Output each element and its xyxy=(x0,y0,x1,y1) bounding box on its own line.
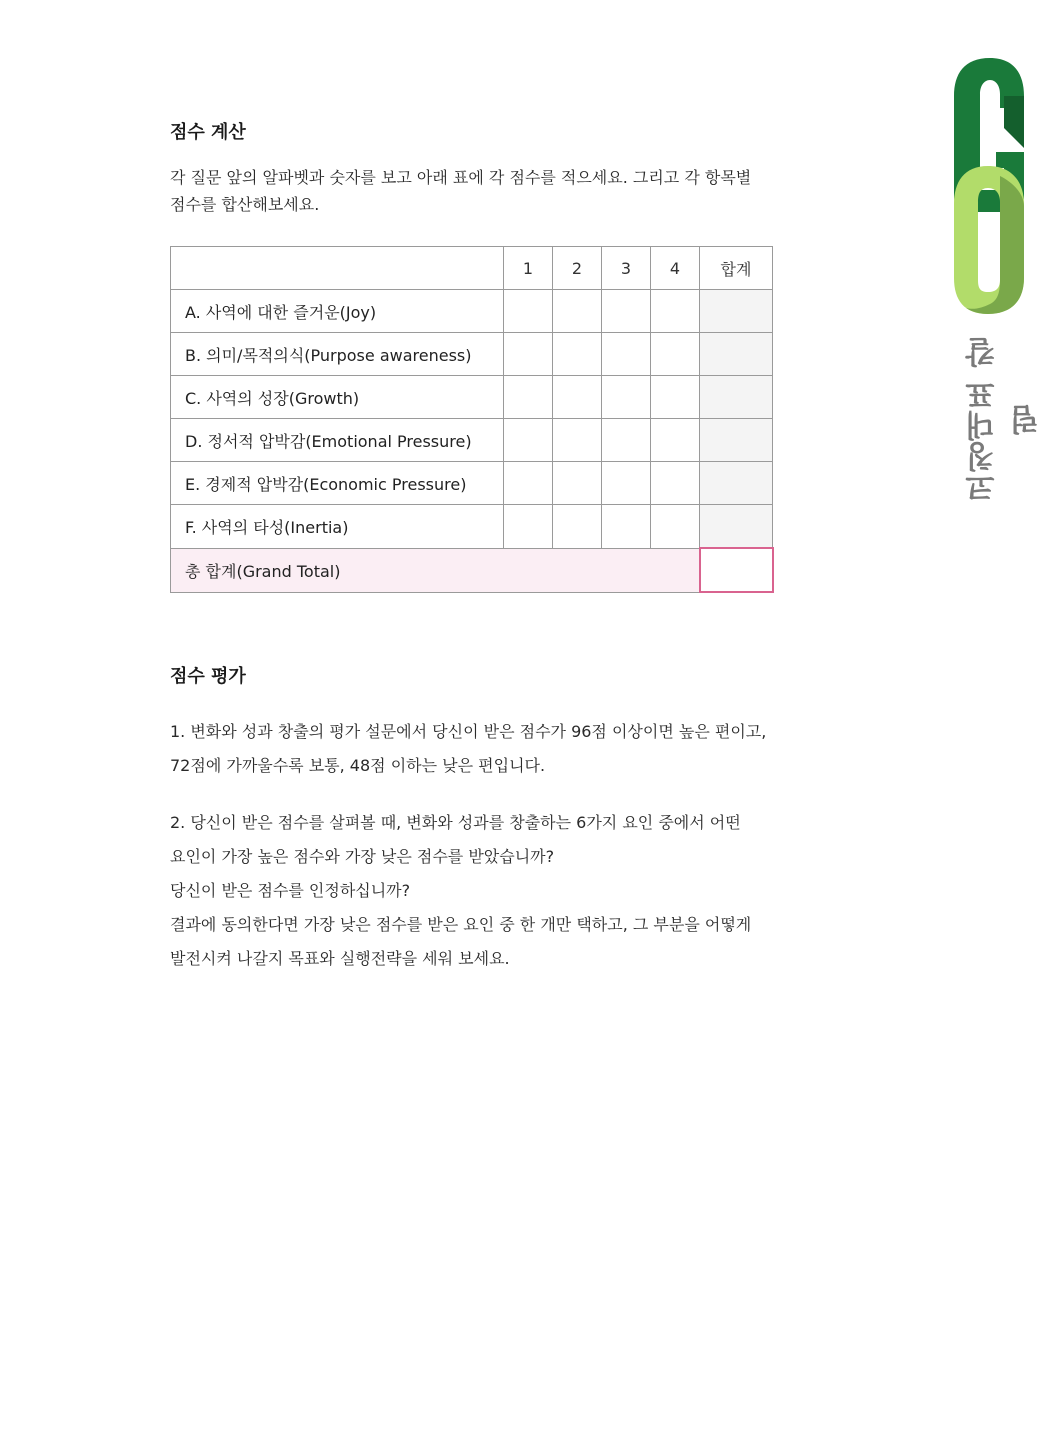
table-row xyxy=(171,505,773,549)
score-cell[interactable] xyxy=(651,376,700,419)
score-cell[interactable] xyxy=(553,290,602,333)
score-cell[interactable] xyxy=(651,462,700,505)
score-cell[interactable] xyxy=(553,505,602,549)
header-blank xyxy=(171,247,504,290)
table-row xyxy=(171,333,773,376)
eval-item-2-line-3: 당신이 받은 점수를 인정하십니까? xyxy=(170,881,411,900)
header-col-2: 2 xyxy=(553,247,602,290)
sum-cell[interactable] xyxy=(700,290,773,333)
row-label-c: C. 사역의 성장(Growth) xyxy=(171,376,504,419)
eval-item-2-line-5: 발전시켜 나갈지 목표와 실행전략을 세워 보세요. xyxy=(170,949,510,968)
row-label-f: F. 사역의 타성(Inertia) xyxy=(171,505,504,549)
score-cell[interactable] xyxy=(602,376,651,419)
score-calc-title: 점수 계산 xyxy=(170,122,246,143)
header-col-4: 4 xyxy=(651,247,700,290)
column-vertical-title: 코칭대표 칼럼 xyxy=(966,336,1045,504)
score-cell[interactable] xyxy=(602,290,651,333)
score-cell[interactable] xyxy=(504,290,553,333)
table-row xyxy=(171,419,773,462)
header-col-1: 1 xyxy=(504,247,553,290)
row-label-d: D. 정서적 압박감(Emotional Pressure) xyxy=(171,419,504,462)
table-row xyxy=(171,376,773,419)
table-row xyxy=(171,462,773,505)
score-cell[interactable] xyxy=(553,333,602,376)
sum-cell[interactable] xyxy=(700,505,773,549)
grand-total-cell[interactable] xyxy=(700,548,773,592)
row-label-e: E. 경제적 압박감(Economic Pressure) xyxy=(171,462,504,505)
score-cell[interactable] xyxy=(504,419,553,462)
score-table xyxy=(170,246,774,593)
eval-item-2-line-4: 결과에 동의한다면 가장 낮은 점수를 받은 요인 중 한 개만 택하고, 그 부분을 어떻게 xyxy=(170,915,752,934)
score-cell[interactable] xyxy=(651,419,700,462)
sum-cell[interactable] xyxy=(700,376,773,419)
sum-cell[interactable] xyxy=(700,462,773,505)
header-sum: 합계 xyxy=(700,247,773,290)
sum-cell[interactable] xyxy=(700,333,773,376)
eval-item-1-line-1: 1. 변화와 성과 창출의 평가 설문에서 당신이 받은 점수가 96점 이상이면 높은 편이고, xyxy=(170,722,767,741)
sum-cell[interactable] xyxy=(700,419,773,462)
row-label-a: A. 사역에 대한 즐거운(Joy) xyxy=(171,290,504,333)
grand-total-row xyxy=(171,548,773,592)
score-cell[interactable] xyxy=(651,505,700,549)
score-cell[interactable] xyxy=(602,505,651,549)
score-cell[interactable] xyxy=(504,333,553,376)
score-cell[interactable] xyxy=(504,376,553,419)
instruction-line-2: 점수를 합산해보세요. xyxy=(170,195,320,214)
logo-g-shade xyxy=(1004,96,1024,148)
instruction-line-1: 각 질문 앞의 알파벳과 숫자를 보고 아래 표에 각 점수를 적으세요. 그리고 각 항목별 xyxy=(170,168,752,187)
eval-item-1-line-2: 72점에 가까울수록 보통, 48점 이하는 낮은 편입니다. xyxy=(170,756,546,775)
eval-item-2-line-1: 2. 당신이 받은 점수를 살펴볼 때, 변화와 성과를 창출하는 6가지 요인 중에서 어떤 xyxy=(170,813,741,832)
grand-total-label: 총 합계(Grand Total) xyxy=(171,548,700,592)
score-cell[interactable] xyxy=(504,462,553,505)
score-cell[interactable] xyxy=(651,290,700,333)
eval-item-2 xyxy=(170,806,780,976)
score-cell[interactable] xyxy=(602,333,651,376)
score-calc-instructions xyxy=(170,164,770,218)
eval-item-1 xyxy=(170,715,780,783)
score-cell[interactable] xyxy=(553,419,602,462)
score-eval-title: 점수 평가 xyxy=(170,666,246,687)
table-header-row xyxy=(171,247,773,290)
table-row xyxy=(171,290,773,333)
score-cell[interactable] xyxy=(504,505,553,549)
eval-item-2-line-2: 요인이 가장 높은 점수와 가장 낮은 점수를 받았습니까? xyxy=(170,847,555,866)
row-label-b: B. 의미/목적의식(Purpose awareness) xyxy=(171,333,504,376)
go-logo xyxy=(950,56,1026,316)
score-cell[interactable] xyxy=(553,376,602,419)
score-cell[interactable] xyxy=(602,462,651,505)
score-cell[interactable] xyxy=(651,333,700,376)
score-cell[interactable] xyxy=(553,462,602,505)
header-col-3: 3 xyxy=(602,247,651,290)
score-cell[interactable] xyxy=(602,419,651,462)
